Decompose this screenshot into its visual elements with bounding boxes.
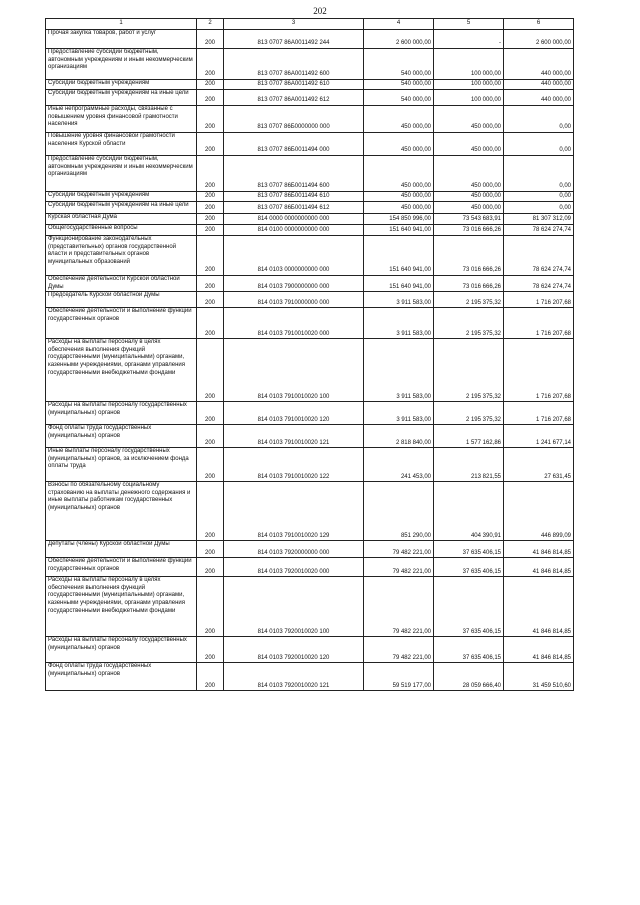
row-line-code-cell: 200 — [197, 541, 224, 558]
row-name-cell: Фонд оплаты труда государственных (муниципальных) органов — [46, 663, 197, 691]
row-approved-cell: 540 000,00 — [364, 80, 434, 90]
row-approved-cell: 3 911 583,00 — [364, 402, 434, 425]
row-budget-code-cell: 814 0103 0000000000 000 — [224, 236, 364, 276]
row-remainder-cell: 2 600 000,00 — [504, 30, 574, 49]
row-approved-cell: 2 818 840,00 — [364, 425, 434, 448]
row-approved-cell: 79 482 221,00 — [364, 577, 434, 637]
row-approved-cell: 540 000,00 — [364, 90, 434, 106]
row-approved-cell: 151 640 941,00 — [364, 236, 434, 276]
row-executed-cell: 37 635 406,15 — [434, 541, 504, 558]
row-line-code-cell: 200 — [197, 236, 224, 276]
row-approved-cell: 79 482 221,00 — [364, 558, 434, 577]
row-executed-cell: 404 390,91 — [434, 482, 504, 541]
row-remainder-cell: 41 846 814,85 — [504, 577, 574, 637]
row-line-code-cell: 200 — [197, 402, 224, 425]
row-line-code-cell: 200 — [197, 448, 224, 482]
row-remainder-cell: 440 000,00 — [504, 90, 574, 106]
row-executed-cell: 73 016 666,26 — [434, 276, 504, 292]
row-executed-cell: 450 000,00 — [434, 133, 504, 156]
row-name-cell: Субсидии бюджетным учреждениям — [46, 80, 197, 90]
row-budget-code-cell: 814 0103 7920000000 000 — [224, 541, 364, 558]
row-name-cell: Предоставление субсидий бюджетным, автономным учреждениям и иным некоммерческим организациям — [46, 156, 197, 192]
row-remainder-cell: 1 716 207,68 — [504, 339, 574, 402]
column-header: 4 — [364, 19, 434, 30]
row-budget-code-cell: 814 0000 0000000000 000 — [224, 214, 364, 225]
row-executed-cell: 2 195 375,32 — [434, 339, 504, 402]
row-remainder-cell: 1 716 207,68 — [504, 308, 574, 339]
row-executed-cell: 37 635 406,15 — [434, 558, 504, 577]
row-approved-cell: 79 482 221,00 — [364, 637, 434, 663]
row-name-cell: Субсидии бюджетным учреждениям на иные цели — [46, 90, 197, 106]
row-approved-cell: 151 640 941,00 — [364, 276, 434, 292]
table-row — [46, 236, 574, 276]
row-name-cell: Субсидии бюджетным учреждениям на иные цели — [46, 202, 197, 214]
table-row — [46, 339, 574, 402]
column-header: 1 — [46, 19, 197, 30]
row-remainder-cell: 27 631,45 — [504, 448, 574, 482]
row-remainder-cell: 1 716 207,68 — [504, 292, 574, 308]
row-budget-code-cell: 813 0707 86А0011492 610 — [224, 80, 364, 90]
row-approved-cell: 450 000,00 — [364, 202, 434, 214]
table-row — [46, 133, 574, 156]
row-remainder-cell: 440 000,00 — [504, 80, 574, 90]
row-line-code-cell: 200 — [197, 558, 224, 577]
row-name-cell: Предоставление субсидий бюджетным, автономным учреждениям и иным некоммерческим организациям — [46, 49, 197, 80]
table-row — [46, 541, 574, 558]
row-name-cell: Председатель Курской областной Думы — [46, 292, 197, 308]
row-name-cell: Обеспечение деятельности и выполнение функций государственных органов — [46, 558, 197, 577]
row-remainder-cell: 1 716 207,68 — [504, 402, 574, 425]
table-row — [46, 558, 574, 577]
row-line-code-cell: 200 — [197, 577, 224, 637]
row-name-cell: Фонд оплаты труда государственных (муниципальных) органов — [46, 425, 197, 448]
table-row — [46, 448, 574, 482]
table-row — [46, 308, 574, 339]
column-header: 5 — [434, 19, 504, 30]
row-executed-cell: 2 195 375,32 — [434, 402, 504, 425]
table-row — [46, 637, 574, 663]
row-remainder-cell: 78 624 274,74 — [504, 276, 574, 292]
row-budget-code-cell: 814 0103 7910000000 000 — [224, 292, 364, 308]
table-row — [46, 192, 574, 202]
row-remainder-cell: 0,00 — [504, 202, 574, 214]
table-row — [46, 30, 574, 49]
table-row — [46, 80, 574, 90]
row-approved-cell: 450 000,00 — [364, 192, 434, 202]
row-line-code-cell: 200 — [197, 192, 224, 202]
column-header: 2 — [197, 19, 224, 30]
row-approved-cell: 59 519 177,00 — [364, 663, 434, 691]
row-line-code-cell: 200 — [197, 202, 224, 214]
row-budget-code-cell: 814 0103 7920010020 100 — [224, 577, 364, 637]
row-executed-cell: 100 000,00 — [434, 90, 504, 106]
row-budget-code-cell: 813 0707 86А0011492 244 — [224, 30, 364, 49]
row-line-code-cell: 200 — [197, 225, 224, 236]
row-approved-cell: 151 640 941,00 — [364, 225, 434, 236]
row-remainder-cell: 81 307 312,09 — [504, 214, 574, 225]
row-name-cell: Расходы на выплаты персоналу государственных (муниципальных) органов — [46, 637, 197, 663]
budget-table — [45, 18, 574, 691]
row-budget-code-cell: 814 0103 7910010020 100 — [224, 339, 364, 402]
row-approved-cell: 540 000,00 — [364, 49, 434, 80]
row-line-code-cell: 200 — [197, 292, 224, 308]
row-executed-cell: 73 016 666,26 — [434, 225, 504, 236]
row-name-cell: Взносы по обязательному социальному страхованию на выплаты денежного содержания и иные выплаты работникам государственных (муниципальных) органов — [46, 482, 197, 541]
row-executed-cell: 450 000,00 — [434, 192, 504, 202]
table-row — [46, 106, 574, 133]
row-remainder-cell: 446 899,09 — [504, 482, 574, 541]
row-budget-code-cell: 814 0103 7920010020 121 — [224, 663, 364, 691]
row-approved-cell: 3 911 583,00 — [364, 339, 434, 402]
row-remainder-cell: 78 624 274,74 — [504, 225, 574, 236]
row-approved-cell: 450 000,00 — [364, 133, 434, 156]
row-budget-code-cell: 814 0103 7920010020 120 — [224, 637, 364, 663]
row-approved-cell: 450 000,00 — [364, 106, 434, 133]
row-line-code-cell: 200 — [197, 80, 224, 90]
table-row — [46, 425, 574, 448]
row-remainder-cell: 0,00 — [504, 106, 574, 133]
row-budget-code-cell: 813 0707 86Б0000000 000 — [224, 106, 364, 133]
row-executed-cell: 2 195 375,32 — [434, 308, 504, 339]
row-remainder-cell: 0,00 — [504, 192, 574, 202]
row-executed-cell: 450 000,00 — [434, 106, 504, 133]
table-row — [46, 225, 574, 236]
row-executed-cell: 213 821,55 — [434, 448, 504, 482]
table-row — [46, 214, 574, 225]
row-executed-cell: 73 016 666,26 — [434, 236, 504, 276]
row-executed-cell: 450 000,00 — [434, 202, 504, 214]
row-line-code-cell: 200 — [197, 156, 224, 192]
row-name-cell: Субсидии бюджетным учреждениям — [46, 192, 197, 202]
row-budget-code-cell: 813 0707 86Б0011494 000 — [224, 133, 364, 156]
row-executed-cell: 37 635 406,15 — [434, 637, 504, 663]
row-remainder-cell: 78 624 274,74 — [504, 236, 574, 276]
table-header-row — [46, 19, 574, 30]
table-body — [46, 30, 574, 691]
row-line-code-cell: 200 — [197, 339, 224, 402]
row-approved-cell: 79 482 221,00 — [364, 541, 434, 558]
table-row — [46, 156, 574, 192]
row-name-cell: Прочая закупка товаров, работ и услуг — [46, 30, 197, 49]
column-header: 3 — [224, 19, 364, 30]
row-approved-cell: 154 850 996,00 — [364, 214, 434, 225]
table-row — [46, 663, 574, 691]
row-budget-code-cell: 814 0103 7910010020 000 — [224, 308, 364, 339]
row-name-cell: Функционирование законодательных (представительных) органов государственной власти и представительных органов муниципальных образований — [46, 236, 197, 276]
row-remainder-cell: 0,00 — [504, 156, 574, 192]
row-name-cell: Расходы на выплаты персоналу в целях обеспечения выполнения функций государственными (муниципальными) органами, казенными учреждениями, органами управления государственными внебюджетными фондами — [46, 577, 197, 637]
row-name-cell: Общегосударственные вопросы — [46, 225, 197, 236]
row-budget-code-cell: 813 0707 86Б0011494 600 — [224, 156, 364, 192]
row-remainder-cell: 440 000,00 — [504, 49, 574, 80]
row-line-code-cell: 200 — [197, 308, 224, 339]
row-line-code-cell: 200 — [197, 637, 224, 663]
row-executed-cell: 2 195 375,32 — [434, 292, 504, 308]
row-name-cell: Обеспечение деятельности и выполнение функций государственных органов — [46, 308, 197, 339]
table-row — [46, 276, 574, 292]
row-remainder-cell: 0,00 — [504, 133, 574, 156]
row-name-cell: Иные непрограммные расходы, связанные с повышением уровня финансовой грамотности населения — [46, 106, 197, 133]
table-row — [46, 577, 574, 637]
table-row — [46, 202, 574, 214]
row-executed-cell: 100 000,00 — [434, 49, 504, 80]
row-line-code-cell: 200 — [197, 90, 224, 106]
row-budget-code-cell: 813 0707 86Б0011494 610 — [224, 192, 364, 202]
row-name-cell: Обеспечение деятельности Курской областной Думы — [46, 276, 197, 292]
row-budget-code-cell: 814 0103 7910010020 122 — [224, 448, 364, 482]
table-row — [46, 482, 574, 541]
row-executed-cell: - — [434, 30, 504, 49]
row-line-code-cell: 200 — [197, 49, 224, 80]
row-line-code-cell: 200 — [197, 425, 224, 448]
row-line-code-cell: 200 — [197, 106, 224, 133]
row-approved-cell: 2 600 000,00 — [364, 30, 434, 49]
table-row — [46, 402, 574, 425]
row-budget-code-cell: 813 0707 86А0011492 600 — [224, 49, 364, 80]
row-budget-code-cell: 814 0100 0000000000 000 — [224, 225, 364, 236]
page-number: 202 — [313, 6, 327, 16]
row-executed-cell: 37 635 406,15 — [434, 577, 504, 637]
row-approved-cell: 450 000,00 — [364, 156, 434, 192]
row-approved-cell: 851 290,00 — [364, 482, 434, 541]
row-name-cell: Расходы на выплаты персоналу в целях обеспечения выполнения функций государственными (муниципальными) органами, казенными учреждениями, органами управления государственными внебюджетными фондами — [46, 339, 197, 402]
row-name-cell: Расходы на выплаты персоналу государственных (муниципальных) органов — [46, 402, 197, 425]
row-remainder-cell: 41 846 814,85 — [504, 541, 574, 558]
row-name-cell: Иные выплаты персоналу государственных (муниципальных) органов, за исключением фонда оплаты труда — [46, 448, 197, 482]
row-name-cell: Курская областная Дума — [46, 214, 197, 225]
row-remainder-cell: 1 241 677,14 — [504, 425, 574, 448]
row-executed-cell: 1 577 162,86 — [434, 425, 504, 448]
row-executed-cell: 450 000,00 — [434, 156, 504, 192]
table-row — [46, 292, 574, 308]
row-line-code-cell: 200 — [197, 276, 224, 292]
row-line-code-cell: 200 — [197, 30, 224, 49]
row-name-cell: Депутаты (члены) Курской областной Думы — [46, 541, 197, 558]
row-budget-code-cell: 814 0103 7910010020 121 — [224, 425, 364, 448]
row-line-code-cell: 200 — [197, 214, 224, 225]
row-line-code-cell: 200 — [197, 663, 224, 691]
row-budget-code-cell: 814 0103 7920010020 000 — [224, 558, 364, 577]
row-line-code-cell: 200 — [197, 482, 224, 541]
row-approved-cell: 3 911 583,00 — [364, 292, 434, 308]
row-budget-code-cell: 813 0707 86Б0011494 612 — [224, 202, 364, 214]
row-line-code-cell: 200 — [197, 133, 224, 156]
row-budget-code-cell: 814 0103 7910010020 120 — [224, 402, 364, 425]
table-row — [46, 49, 574, 80]
row-budget-code-cell: 814 0103 7900000000 000 — [224, 276, 364, 292]
row-remainder-cell: 31 459 510,60 — [504, 663, 574, 691]
row-budget-code-cell: 813 0707 86А0011492 612 — [224, 90, 364, 106]
row-budget-code-cell: 814 0103 7910010020 129 — [224, 482, 364, 541]
row-executed-cell: 28 059 666,40 — [434, 663, 504, 691]
row-remainder-cell: 41 846 814,85 — [504, 558, 574, 577]
row-executed-cell: 100 000,00 — [434, 80, 504, 90]
column-header: 6 — [504, 19, 574, 30]
row-approved-cell: 241 453,00 — [364, 448, 434, 482]
row-executed-cell: 73 543 683,91 — [434, 214, 504, 225]
row-name-cell: Повышение уровня финансовой грамотности населения Курской области — [46, 133, 197, 156]
table-row — [46, 90, 574, 106]
row-approved-cell: 3 911 583,00 — [364, 308, 434, 339]
row-remainder-cell: 41 846 814,85 — [504, 637, 574, 663]
